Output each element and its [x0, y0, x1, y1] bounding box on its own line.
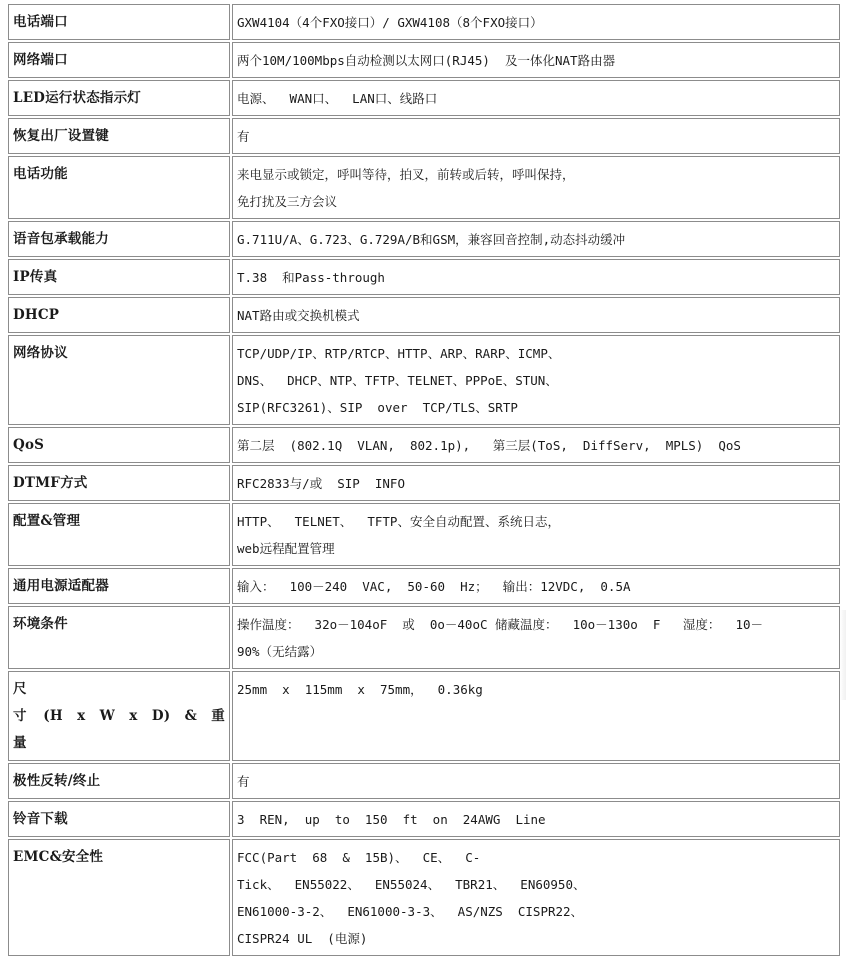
spec-row	[8, 221, 840, 257]
spec-label: 网络协议	[13, 345, 68, 361]
spec-value-cell	[232, 259, 840, 295]
spec-value-cell	[232, 763, 840, 799]
spec-value: SIP(RFC3261)、SIP over TCP/TLS、SRTP	[237, 400, 518, 415]
spec-row	[8, 801, 840, 837]
spec-value-cell	[232, 297, 840, 333]
spec-value-cell	[232, 427, 840, 463]
spec-value: 电源、 WAN口、 LAN口、线路口	[237, 91, 438, 106]
spec-value: RFC2833与/或 SIP INFO	[237, 476, 405, 491]
spec-value-cell	[232, 4, 840, 40]
spec-label: 尺	[13, 681, 27, 697]
spec-value: Tick、 EN55022、 EN55024、 TBR21、 EN60950、	[237, 877, 586, 892]
spec-label: 极性反转/终止	[13, 773, 101, 789]
spec-value-cell	[232, 335, 840, 425]
spec-label: QoS	[13, 437, 45, 453]
spec-value-cell	[232, 568, 840, 604]
spec-value: T.38 和Pass-through	[237, 270, 385, 285]
spec-value-cell	[232, 221, 840, 257]
spec-label: DHCP	[13, 307, 60, 323]
spec-label: 量	[13, 735, 27, 751]
spec-value: 25mm x 115mm x 75mm， 0.36kg	[237, 682, 483, 697]
spec-label: EMC&安全性	[13, 849, 104, 865]
spec-value: 输入： 100－240 VAC, 50-60 Hz； 输出：12VDC, 0.5A	[237, 579, 631, 594]
spec-row	[8, 568, 840, 604]
spec-value: FCC(Part 68 & 15B)、 CE、 C-	[237, 850, 481, 865]
spec-value: G.711U/A、G.723、G.729A/B和GSM，兼容回音控制,动态抖动缓冲	[237, 232, 626, 247]
spec-value-cell	[232, 156, 840, 219]
spec-label-cell	[8, 606, 230, 669]
spec-row	[8, 671, 840, 761]
spec-value-cell	[232, 671, 840, 761]
spec-row	[8, 118, 840, 154]
spec-label-cell	[8, 671, 230, 761]
spec-value: HTTP、 TELNET、 TFTP、安全自动配置、系统日志，	[237, 514, 560, 529]
spec-value: 两个10M/100Mbps自动检测以太网口(RJ45) 及一体化NAT路由器	[237, 53, 616, 68]
spec-label-cell	[8, 503, 230, 566]
spec-value: DNS、 DHCP、NTP、TFTP、TELNET、PPPoE、STUN、	[237, 373, 558, 388]
spec-label-cell	[8, 763, 230, 799]
spec-table-body	[8, 4, 840, 956]
spec-value: 操作温度： 32o－104oF 或 0o－40oC 储藏温度： 10o－130o F 湿度： 10－	[237, 617, 764, 632]
spec-label-cell	[8, 42, 230, 78]
spec-row	[8, 503, 840, 566]
spec-label: 配置&管理	[13, 513, 81, 529]
spec-row	[8, 80, 840, 116]
spec-value: CISPR24 UL (电源)	[237, 931, 368, 946]
spec-label: 电话功能	[13, 166, 68, 182]
spec-value-cell	[232, 42, 840, 78]
spec-label-cell	[8, 335, 230, 425]
spec-row	[8, 42, 840, 78]
spec-row	[8, 156, 840, 219]
spec-value: TCP/UDP/IP、RTP/RTCP、HTTP、ARP、RARP、ICMP、	[237, 346, 561, 361]
spec-label-cell	[8, 465, 230, 501]
spec-row	[8, 335, 840, 425]
spec-label: 电话端口	[13, 14, 68, 30]
spec-value: 有	[237, 129, 250, 144]
spec-label: IP传真	[13, 269, 58, 285]
spec-label-cell	[8, 118, 230, 154]
spec-row	[8, 4, 840, 40]
spec-value: NAT路由或交换机模式	[237, 308, 360, 323]
spec-value-cell	[232, 606, 840, 669]
spec-label: DTMF方式	[13, 475, 88, 491]
spec-row	[8, 606, 840, 669]
spec-value: 第二层 (802.1Q VLAN, 802.1p), 第三层(ToS, DiffServ, MPLS) QoS	[237, 438, 741, 453]
spec-value: GXW4104（4个FXO接口）/ GXW4108（8个FXO接口）	[237, 15, 543, 30]
spec-value: EN61000-3-2、 EN61000-3-3、 AS/NZS CISPR22、	[237, 904, 584, 919]
spec-row	[8, 763, 840, 799]
spec-label: LED运行状态指示灯	[13, 90, 141, 106]
spec-row	[8, 465, 840, 501]
spec-value-cell	[232, 503, 840, 566]
spec-label: 语音包承载能力	[13, 231, 109, 247]
spec-value-cell	[232, 118, 840, 154]
spec-value: 来电显示或锁定，呼叫等待，拍叉，前转或后转，呼叫保持，	[237, 167, 575, 182]
spec-table	[6, 2, 842, 958]
spec-label-cell	[8, 80, 230, 116]
page-edge-shadow	[840, 610, 846, 700]
spec-value-cell	[232, 839, 840, 956]
spec-value: 3 REN, up to 150 ft on 24AWG Line	[237, 812, 546, 827]
spec-label: 铃音下载	[13, 811, 68, 827]
spec-row	[8, 839, 840, 956]
spec-row	[8, 297, 840, 333]
spec-label: 恢复出厂设置键	[13, 128, 109, 144]
spec-value: 90%（无结露）	[237, 644, 323, 659]
spec-label: 寸 (H x W x D) & 重	[13, 708, 225, 724]
spec-row	[8, 259, 840, 295]
spec-value: 有	[237, 774, 250, 789]
spec-label-cell	[8, 221, 230, 257]
spec-label: 通用电源适配器	[13, 578, 109, 594]
spec-label-cell	[8, 297, 230, 333]
spec-label-cell	[8, 259, 230, 295]
spec-value-cell	[232, 801, 840, 837]
spec-row	[8, 427, 840, 463]
spec-label-cell	[8, 839, 230, 956]
spec-label-cell	[8, 4, 230, 40]
spec-label-cell	[8, 156, 230, 219]
spec-label: 网络端口	[13, 52, 68, 68]
spec-value-cell	[232, 465, 840, 501]
spec-value-cell	[232, 80, 840, 116]
spec-label-cell	[8, 427, 230, 463]
spec-label-cell	[8, 801, 230, 837]
spec-label-cell	[8, 568, 230, 604]
spec-label: 环境条件	[13, 616, 68, 632]
spec-value: web远程配置管理	[237, 541, 335, 556]
spec-value: 免打扰及三方会议	[237, 194, 338, 209]
